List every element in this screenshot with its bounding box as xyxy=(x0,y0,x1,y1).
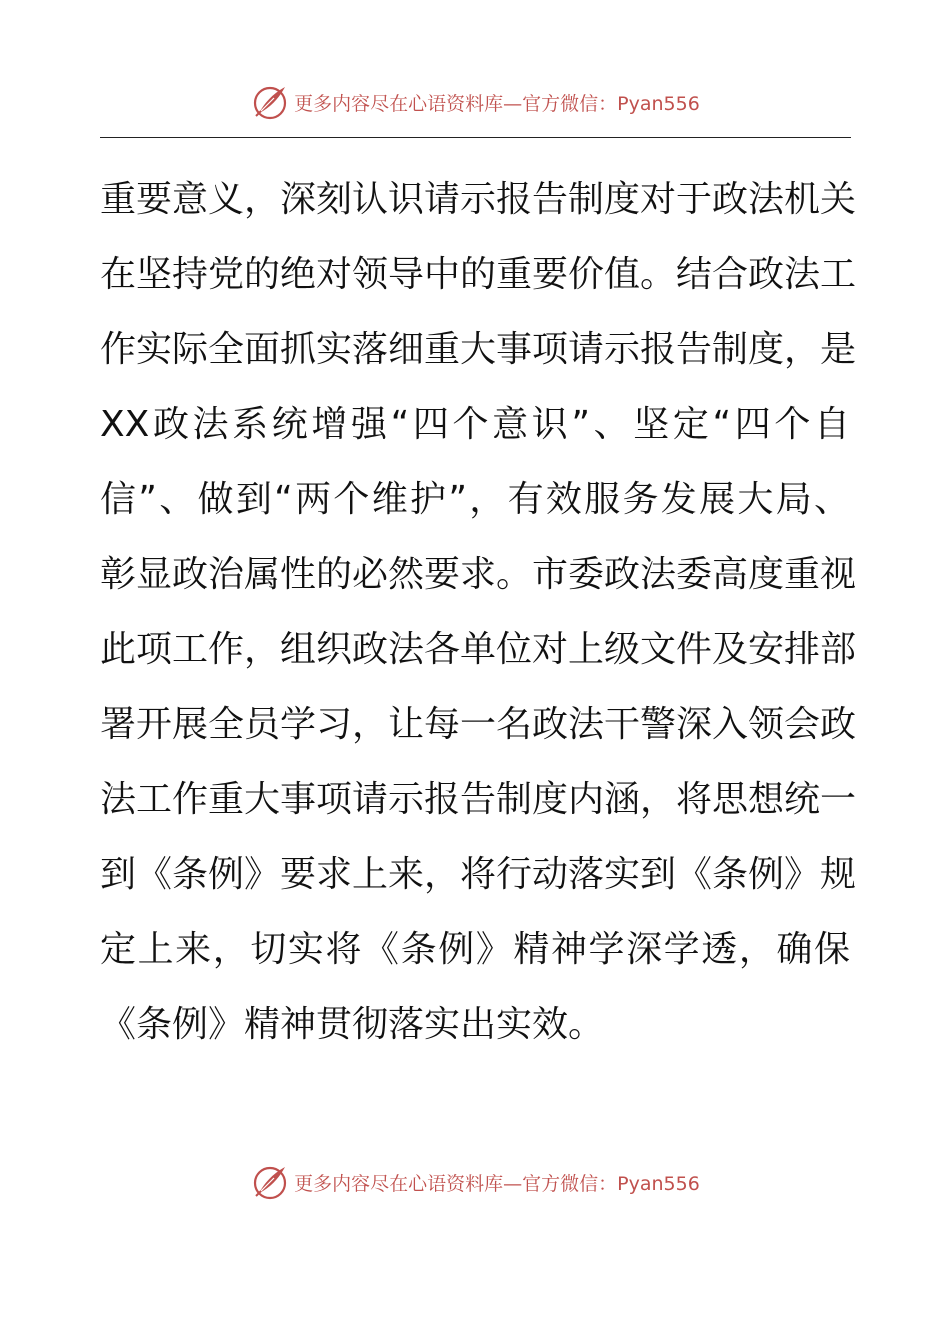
body-line: 定上来，切实将《条例》精神学深学透，确保 xyxy=(100,929,850,970)
body-line: 此项工作，组织政法各单位对上级文件及安排部 xyxy=(100,629,857,670)
header-divider xyxy=(100,137,851,138)
body-line: 彰显政治属性的必然要求。市委政法委高度重视 xyxy=(100,554,857,595)
body-line: 在坚持党的绝对领导中的重要价值。结合政法工 xyxy=(100,254,857,295)
document-body xyxy=(100,162,857,1062)
body-line: XX政法系统增强“四个意识”、坚定“四个自 xyxy=(100,404,850,445)
body-line: 到《条例》要求上来，将行动落实到《条例》规 xyxy=(100,854,857,895)
body-line: 重要意义，深刻认识请示报告制度对于政法机关 xyxy=(100,179,857,220)
footer-banner-text: 更多内容尽在心语资料库—官方微信： xyxy=(294,1172,618,1195)
feather-pen-icon xyxy=(250,1162,290,1202)
feather-pen-icon xyxy=(250,82,290,122)
header-banner-text: 更多内容尽在心语资料库—官方微信： xyxy=(294,92,618,115)
body-line-last: 《条例》精神贯彻落实出实效。 xyxy=(100,1004,605,1045)
footer-banner xyxy=(0,1160,950,1204)
body-line: 法工作重大事项请示报告制度内涵，将思想统一 xyxy=(100,779,857,820)
body-line: 署开展全员学习，让每一名政法干警深入领会政 xyxy=(100,704,857,745)
body-line: 信”、做到“两个维护”，有效服务发展大局、 xyxy=(100,479,850,520)
footer-banner-id: Pyan556 xyxy=(617,1172,700,1195)
header-banner xyxy=(0,80,950,124)
body-line: 作实际全面抓实落细重大事项请示报告制度，是 xyxy=(100,329,857,370)
header-banner-id: Pyan556 xyxy=(617,92,700,115)
